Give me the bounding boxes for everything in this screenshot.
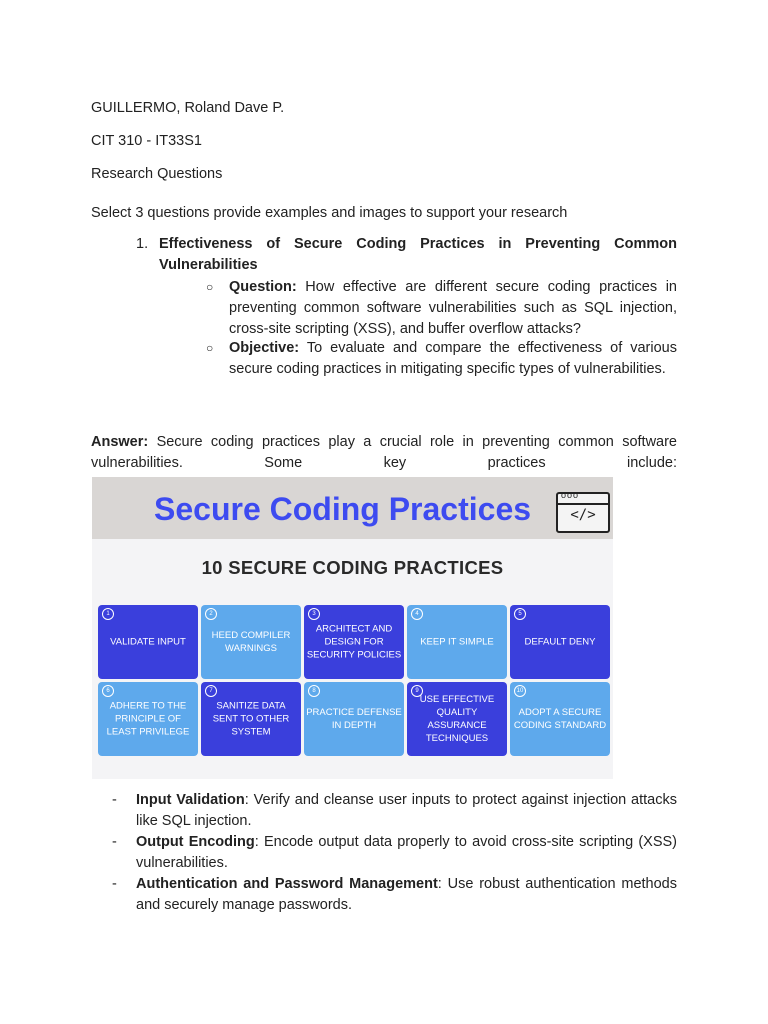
objective-bullet [206,338,677,380]
secure-coding-infographic [92,477,613,779]
answer-paragraph [91,432,677,474]
tile-number-badge: 7 [205,685,217,697]
practice-tile [98,682,198,756]
tile-label: SANITIZE DATA SENT TO OTHER SYSTEM [212,700,290,738]
tile-number-badge: 1 [102,608,114,620]
code-window-icon [556,492,610,533]
practice-tile [510,605,610,679]
practice-tile [407,682,507,756]
dash-bullet: - [112,792,117,808]
answer-word: vulnerabilities. [91,455,183,471]
tile-number-badge: 3 [308,608,320,620]
infographic-subheading: 10 SECURE CODING PRACTICES [201,557,504,578]
question-title: Effectiveness of Secure Coding Practices in Preventing Common Vulnerabilities [159,236,677,273]
question-text: How effective are different secure coding practices in preventing common software vulnerabilities such as SQL injection, cross-site scripting (XSS), and buffer overflow attacks? [229,279,677,337]
tile-number-badge: 9 [411,685,423,697]
tile-label: ARCHITECT AND DESIGN FOR SECURITY POLICIES [306,623,402,661]
tile-number-badge: 10 [514,685,526,697]
section-heading: Research Questions [91,166,223,182]
practice-tile [510,682,610,756]
window-dots: ooo [561,490,580,500]
tile-number-badge: 4 [411,608,423,620]
author-name: GUILLERMO, Roland Dave P. [91,100,285,116]
list-item [112,832,677,874]
practice-tile [304,682,404,756]
hollow-bullet-icon: ○ [206,280,214,294]
tile-label: PRACTICE DEFENSE IN DEPTH [306,707,402,731]
practice-term: Authentication and Password Management [136,876,438,892]
answer-label: Answer: [91,434,149,450]
tile-label: ADHERE TO THE PRINCIPLE OF LEAST PRIVILEGE [106,700,190,738]
objective-label: Objective: [229,340,300,356]
practice-tile [98,605,198,679]
tile-label: KEEP IT SIMPLE [420,636,494,648]
tile-number-badge: 2 [205,608,217,620]
list-number: 1. [136,236,149,252]
answer-line-2 [91,453,677,474]
practice-term: Input Validation [136,792,245,808]
answer-line-1: Secure coding practices play a crucial role in preventing common software [148,434,677,450]
hollow-bullet-icon: ○ [206,341,214,355]
tile-label: ADOPT A SECURE CODING STANDARD [513,707,607,731]
infographic-heading: Secure Coding Practices [154,491,532,527]
answer-word: include: [627,455,677,471]
practice-tile [304,605,404,679]
instruction-text: Select 3 questions provide examples and images to support your research [91,205,568,221]
code-tag: </> [570,507,596,523]
tile-number-badge: 8 [308,685,320,697]
question-bullet [206,277,677,340]
tile-number-badge: 6 [102,685,114,697]
dash-bullet: - [112,876,117,892]
answer-word: key [383,455,407,471]
practice-description: : Use robust authentication methods and securely manage passwords. [136,876,677,913]
tile-label: DEFAULT DENY [524,636,596,648]
tile-label: USE EFFECTIVE QUALITY ASSURANCE TECHNIQUES [419,694,495,744]
tile-label: VALIDATE INPUT [110,636,186,648]
question-label: Question: [229,279,297,295]
course-code: CIT 310 - IT33S1 [91,133,202,149]
research-question-1 [136,234,677,276]
dash-bullet: - [112,834,117,850]
answer-word: Some [264,455,303,471]
list-item [112,874,677,916]
list-item [112,790,677,832]
objective-text: To evaluate and compare the effectiveness of various secure coding practices in mitigating specific types of vulnerabilities. [229,340,677,377]
practice-tile [407,605,507,679]
practice-description: : Encode output data properly to avoid cross-site scripting (XSS) vulnerabilities. [136,834,677,871]
practice-tile [201,682,301,756]
practice-term: Output Encoding [136,834,255,850]
tile-number-badge: 5 [514,608,526,620]
practice-tile [201,605,301,679]
infographic-banner [92,477,613,539]
practices-list [112,790,677,916]
practice-description: : Verify and cleanse user inputs to protect against injection attacks like SQL injection. [136,792,677,829]
answer-word: practices [487,455,546,471]
tile-label: HEED COMPILER WARNINGS [211,630,291,654]
